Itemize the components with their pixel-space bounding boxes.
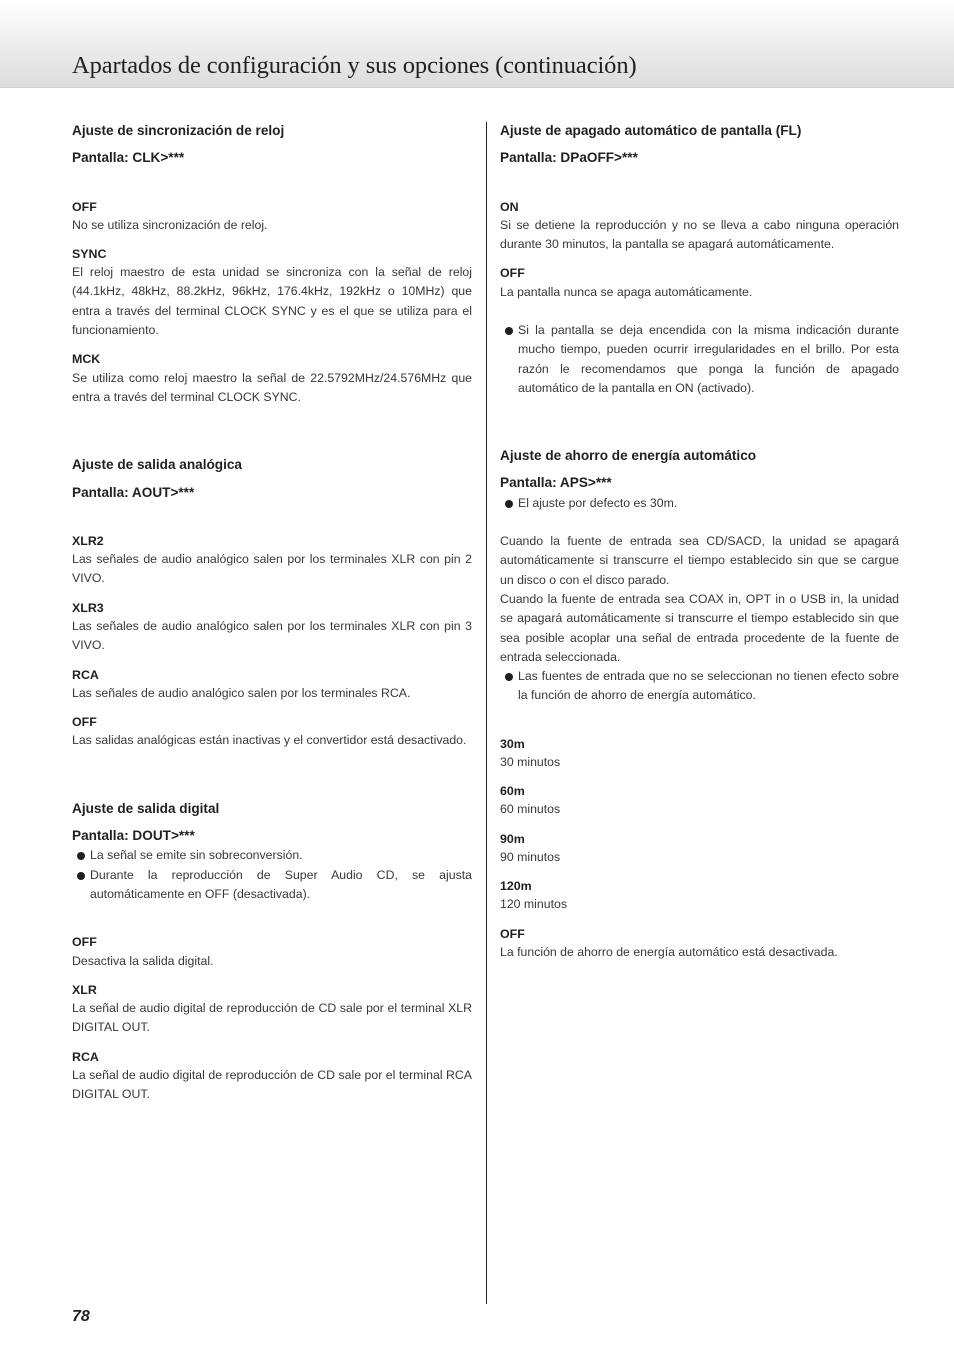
aps-120-label: 120m <box>500 879 532 893</box>
bullet-icon <box>505 500 513 508</box>
analog-off-text: Las salidas analógicas están inactivas y el convertidor está desactivado. <box>72 733 467 747</box>
digital-off-text: Desactiva la salida digital. <box>72 954 214 968</box>
aps-60-label: 60m <box>500 784 525 798</box>
page-title: Apartados de configuración y sus opciones (continuación) <box>72 52 637 79</box>
page-number: 78 <box>72 1308 90 1325</box>
dimmer-off-text: La pantalla nunca se apaga automáticamente. <box>500 285 753 299</box>
digital-xlr-text: La señal de audio digital de reproducción de CD sale por el terminal XLR DIGITAL OUT. <box>72 1001 472 1035</box>
analog-out-display: Pantalla: AOUT>*** <box>72 485 195 500</box>
digital-rca-label: RCA <box>72 1050 99 1064</box>
clock-off-text: No se utiliza sincronización de reloj. <box>72 218 268 232</box>
analog-xlr3-text: Las señales de audio analógico salen por los terminales XLR con pin 3 VIVO. <box>72 619 472 653</box>
clock-sync-heading: Ajuste de sincronización de reloj <box>72 123 285 138</box>
aps-off-label: OFF <box>500 927 525 941</box>
aps-90-label: 90m <box>500 832 525 846</box>
page-header <box>0 0 954 88</box>
aps-display: Pantalla: APS>*** <box>500 475 612 490</box>
aps-90-text: 90 minutos <box>500 850 561 864</box>
aps-off-text: La función de ahorro de energía automático está desactivada. <box>500 945 838 959</box>
analog-off-label: OFF <box>72 715 97 729</box>
aps-default-note: El ajuste por defecto es 30m. <box>500 494 899 513</box>
bullet-icon <box>505 327 513 335</box>
analog-xlr2-text: Las señales de audio analógico salen por los terminales XLR con pin 2 VIVO. <box>72 552 472 586</box>
dimmer-on-text: Si se detiene la reproducción y no se lleva a cabo ninguna operación durante 30 minutos, la pantalla se apagará automáticamente. <box>500 218 899 252</box>
digital-out-display: Pantalla: DOUT>*** <box>72 828 195 843</box>
digital-rca-text: La señal de audio digital de reproducción de CD sale por el terminal RCA DIGITAL OUT. <box>72 1068 472 1102</box>
dimmer-on-label: ON <box>500 200 519 214</box>
column-divider <box>486 122 487 1304</box>
digital-off-label: OFF <box>72 935 97 949</box>
digital-xlr-label: XLR <box>72 983 97 997</box>
aps-heading: Ajuste de ahorro de energía automático <box>500 448 757 463</box>
clock-mck-label: MCK <box>72 352 101 366</box>
analog-xlr2-label: XLR2 <box>72 534 104 548</box>
analog-out-heading: Ajuste de salida analógica <box>72 457 242 472</box>
clock-sync-label: SYNC <box>72 247 107 261</box>
clock-sync-display: Pantalla: CLK>*** <box>72 150 185 165</box>
analog-xlr3-label: XLR3 <box>72 601 104 615</box>
dimmer-off-label: OFF <box>500 266 525 280</box>
digital-note-2: Durante la reproducción de Super Audio CD, se ajusta automáticamente en OFF (desactivada). <box>72 866 472 905</box>
aps-para-cd: Cuando la fuente de entrada sea CD/SACD, la unidad se apagará automáticamente si transcurre el tiempo establecido sin que se cargue un disco o con el disco parado. <box>500 534 899 587</box>
bullet-icon <box>77 872 85 880</box>
analog-rca-text: Las señales de audio analógico salen por los terminales RCA. <box>72 686 411 700</box>
clock-mck-text: Se utiliza como reloj maestro la señal de 22.5792MHz/24.576MHz que entra a través del terminal CLOCK SYNC. <box>72 371 472 405</box>
aps-30-label: 30m <box>500 737 525 751</box>
aps-120-text: 120 minutos <box>500 897 567 911</box>
aps-30-text: 30 minutos <box>500 755 561 769</box>
clock-off-label: OFF <box>72 200 97 214</box>
dimmer-heading: Ajuste de apagado automático de pantalla (FL) <box>500 123 802 138</box>
digital-out-heading: Ajuste de salida digital <box>72 801 220 816</box>
analog-rca-label: RCA <box>72 668 99 682</box>
aps-60-text: 60 minutos <box>500 802 561 816</box>
clock-sync-text: El reloj maestro de esta unidad se sincroniza con la señal de reloj (44.1kHz, 48kHz, 88.2kHz, 96kHz, 176.4kHz, 192kHz o 10MHz) que entra a través del terminal CLOCK SYNC y es el que se utiliza para el funcionamiento. <box>72 265 472 337</box>
dimmer-note: Si la pantalla se deja encendida con la misma indicación durante mucho tiempo, pueden ocurrir irregularidades en el brillo. Por esta razón le recomendamos que ponga la función de apagado automático de la pantalla en ON (activado). <box>500 321 899 398</box>
bullet-icon <box>77 852 85 860</box>
bullet-icon <box>505 673 513 681</box>
aps-note: Las fuentes de entrada que no se seleccionan no tienen efecto sobre la función de ahorro de energía automático. <box>500 667 899 706</box>
digital-note-1: La señal se emite sin sobreconversión. <box>72 846 472 865</box>
aps-para-digital: Cuando la fuente de entrada sea COAX in, OPT in o USB in, la unidad se apagará automáticamente si transcurre el tiempo establecido sin que sea posible acoplar una señal de entrada procedente de la fuente de entrada seleccionada. <box>500 592 899 664</box>
dimmer-display: Pantalla: DPaOFF>*** <box>500 150 638 165</box>
